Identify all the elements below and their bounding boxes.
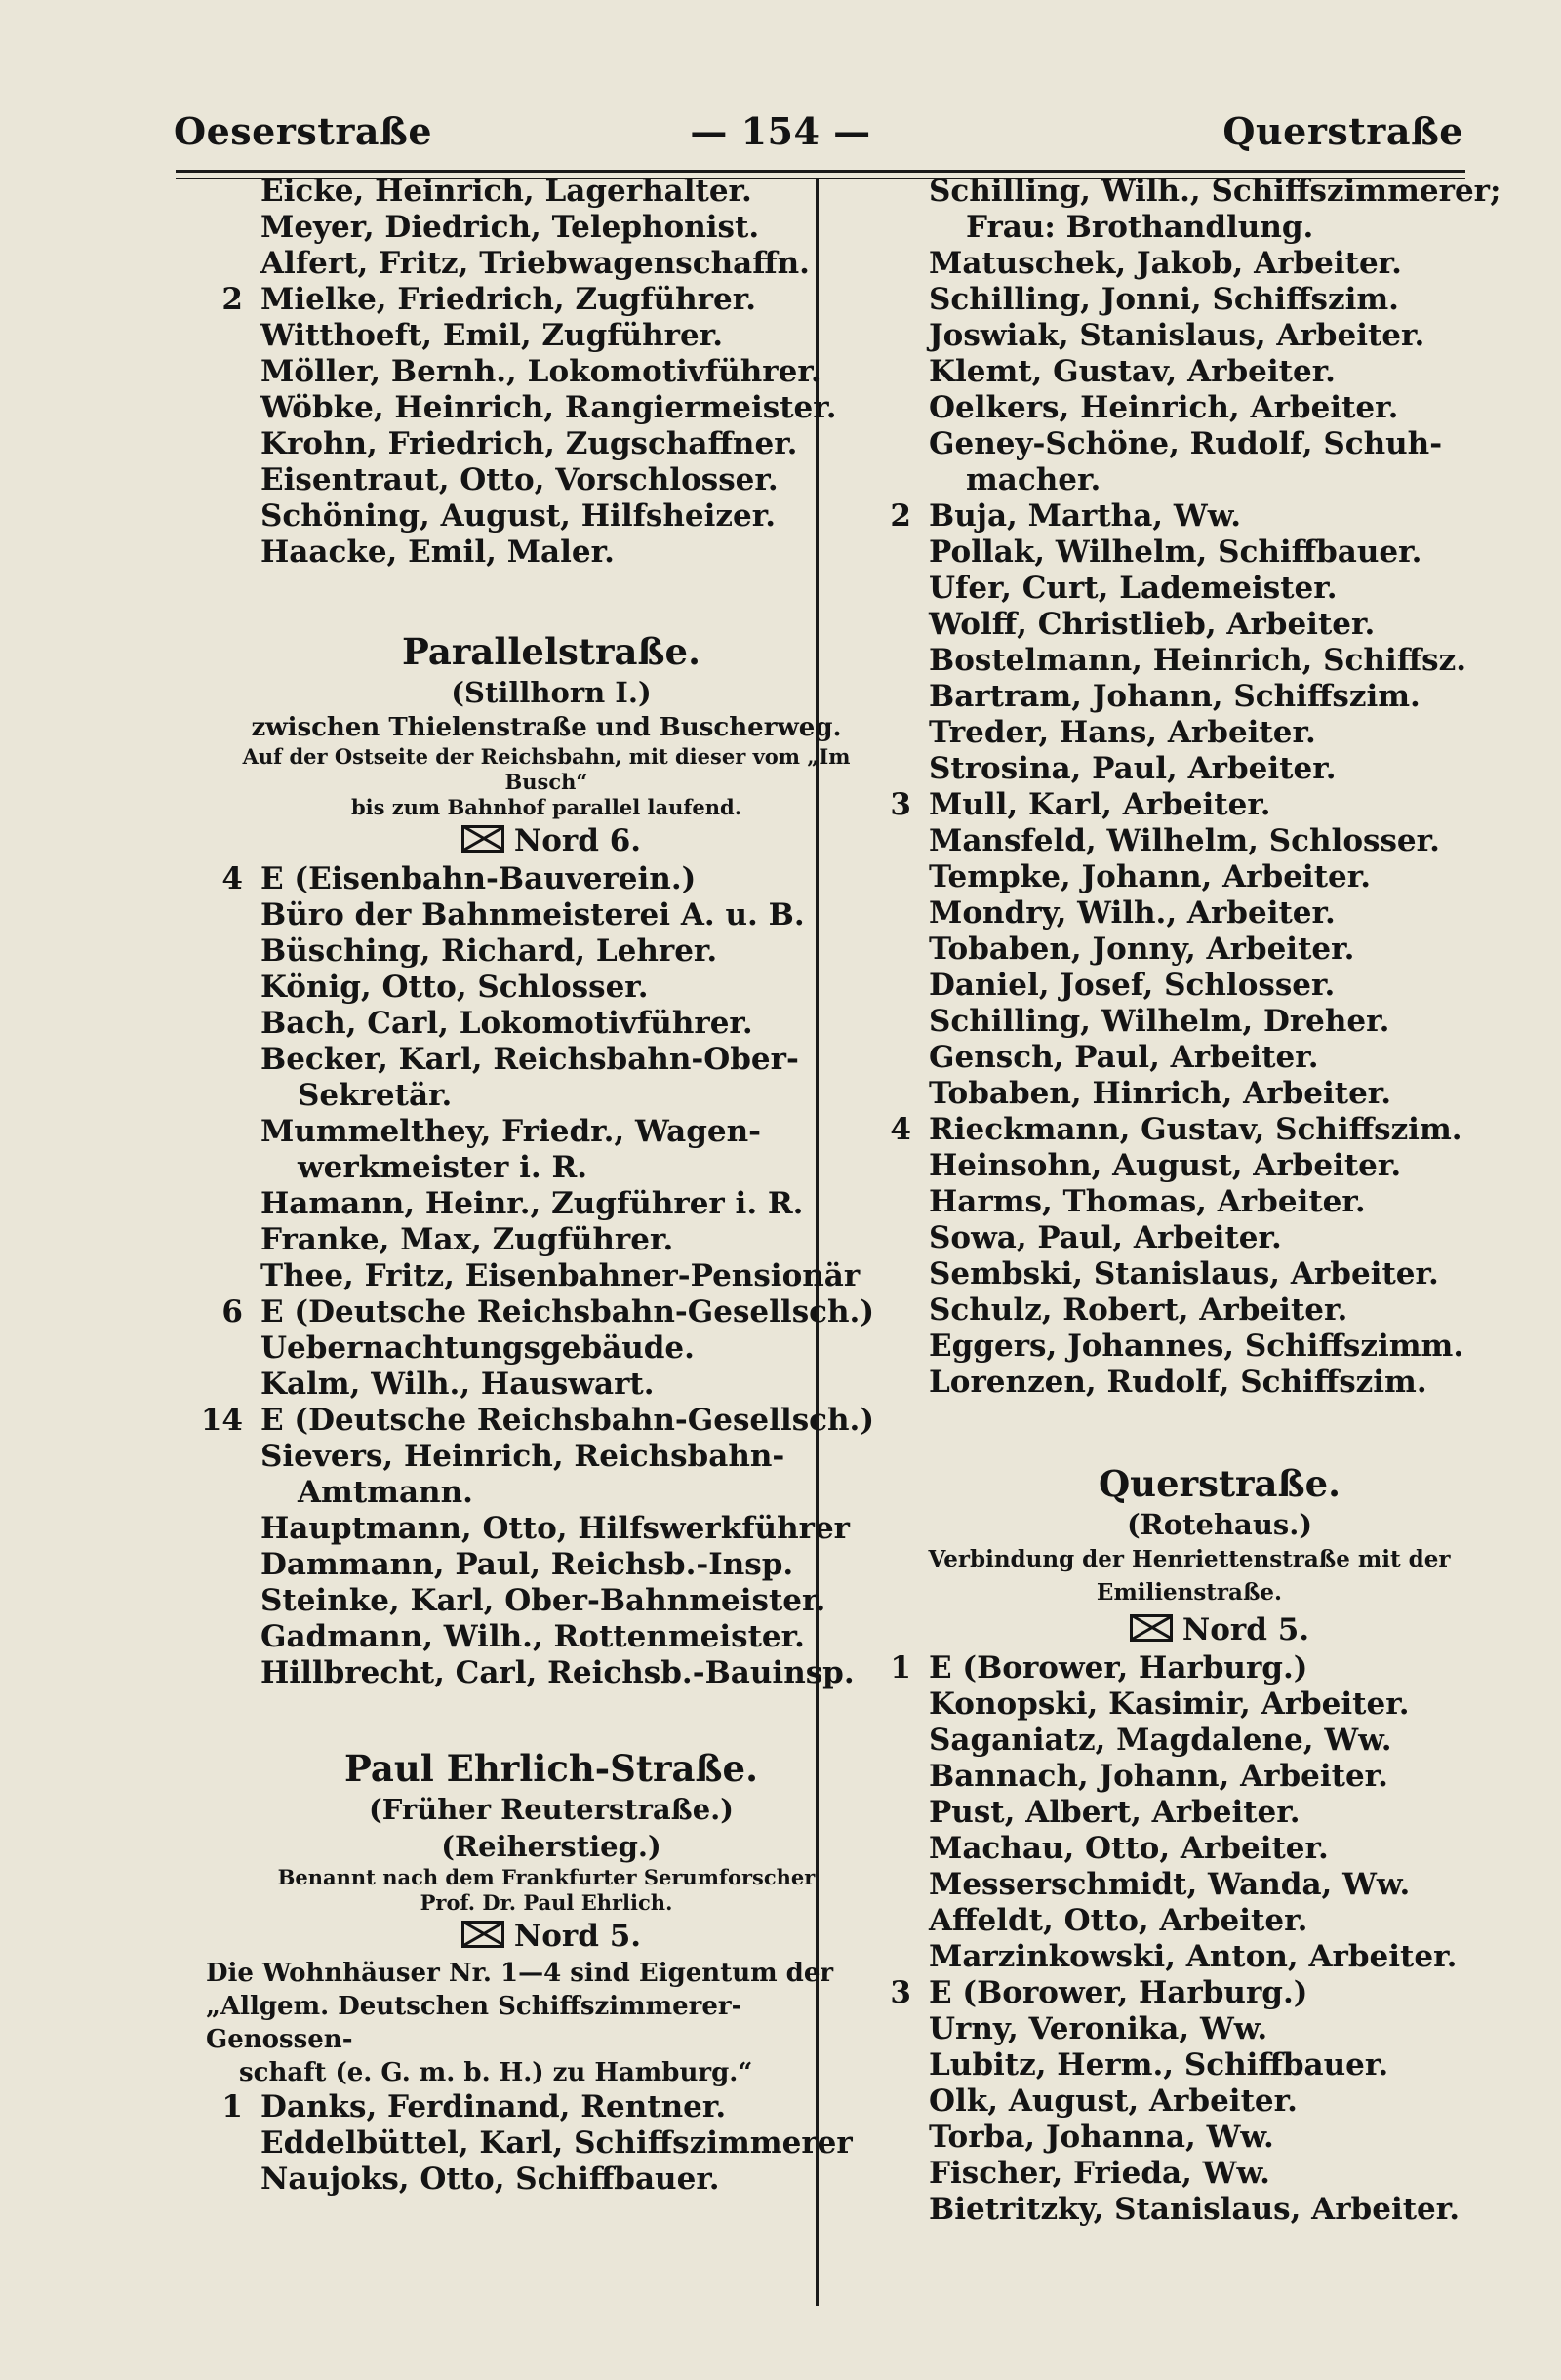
entry-text: Steinke, Karl, Ober-Bahnmeister.: [260, 1583, 826, 1618]
directory-entry: [200, 1619, 863, 1655]
entry-text: Tobaben, Jonny, Arbeiter.: [929, 932, 1355, 967]
house-number: 4: [890, 1112, 911, 1147]
entry-text: Konopski, Kasimir, Arbeiter.: [929, 1686, 1410, 1722]
directory-entry: [868, 282, 1532, 318]
house-number: 2: [890, 498, 911, 534]
entry-text: Bach, Carl, Lokomotivführer.: [260, 1006, 753, 1041]
section-note-line: bis zum Bahnhof parallel laufend.: [350, 795, 742, 819]
entry-text: Kalm, Wilh., Hauswart.: [260, 1367, 655, 1402]
entry-text: Matuschek, Jakob, Arbeiter.: [929, 246, 1402, 281]
entry-text: Wöbke, Heinrich, Rangiermeister.: [260, 390, 837, 425]
directory-entry: [868, 679, 1532, 715]
directory-entry: [200, 1006, 863, 1042]
directory-entry: [868, 1148, 1532, 1184]
entry-text: macher.: [966, 462, 1101, 497]
entry-text: Bannach, Johann, Arbeiter.: [929, 1759, 1388, 1794]
entry-text: Oelkers, Heinrich, Arbeiter.: [929, 390, 1399, 425]
directory-entry: [868, 1112, 1532, 1148]
entry-text: Hamann, Heinr., Zugführer i. R.: [260, 1186, 804, 1221]
right-column: [868, 174, 1532, 2228]
entry-text: Sowa, Paul, Arbeiter.: [929, 1220, 1282, 1255]
directory-entry: [868, 968, 1532, 1004]
directory-entry: [868, 1004, 1532, 1040]
postal-district: [868, 1609, 1532, 1650]
entry-text: E (Borower, Harburg.): [929, 1650, 1308, 1686]
directory-entry: [200, 1150, 863, 1186]
entry-text: Danks, Ferdinand, Rentner.: [260, 2089, 727, 2124]
directory-entry: [868, 210, 1532, 246]
section-note-line: Prof. Dr. Paul Ehrlich.: [420, 1890, 673, 1915]
running-header-right: Querstraße: [1222, 109, 1463, 153]
directory-entry: [868, 1329, 1532, 1365]
entry-text: E (Deutsche Reichsbahn-Gesellsch.): [260, 1403, 875, 1438]
directory-entry: [200, 897, 863, 933]
directory-entry: [200, 1655, 863, 1691]
house-number: 6: [221, 1294, 243, 1329]
postal-district-label: Nord 6.: [513, 823, 642, 858]
directory-entry: [868, 751, 1532, 787]
entry-text: Harms, Thomas, Arbeiter.: [929, 1184, 1366, 1219]
entry-text: Mansfeld, Wilhelm, Schlosser.: [929, 823, 1440, 858]
section-title: Querstraße.: [1098, 1462, 1341, 1505]
directory-entry: [200, 246, 863, 282]
section-note-line: Benannt nach dem Frankfurter Serumforscher: [277, 1865, 816, 1889]
entry-text: Mummelthey, Friedr., Wagen-: [260, 1114, 762, 1149]
directory-entry: [200, 1367, 863, 1403]
entry-text: Sembski, Stanislaus, Arbeiter.: [929, 1256, 1439, 1291]
directory-entry: [868, 2047, 1532, 2083]
entry-text: Urny, Veronika, Ww.: [929, 2011, 1268, 2046]
header-rule: [176, 170, 1465, 173]
directory-entry: [200, 1186, 863, 1222]
entry-text: Sievers, Heinrich, Reichsbahn-: [260, 1439, 785, 1474]
entry-text: Bostelmann, Heinrich, Schiffsz.: [929, 643, 1467, 678]
section-title: Parallelstraße.: [402, 630, 700, 673]
directory-entry: [200, 1294, 875, 1330]
directory-entry: [868, 1867, 1532, 1903]
entry-text: Torba, Johanna, Ww.: [929, 2120, 1274, 2155]
directory-entry: [200, 390, 863, 426]
section-paul-ehrlich-strasse: [200, 1746, 863, 2198]
entry-text: Joswiak, Stanislaus, Arbeiter.: [929, 318, 1425, 353]
section-querstrasse: [868, 1461, 1532, 2228]
directory-entry: [868, 535, 1532, 571]
directory-entry: [200, 1439, 863, 1475]
directory-entry: [200, 174, 863, 210]
directory-entry: [200, 1078, 863, 1114]
oeserstrasse-continued-entries: [868, 174, 1532, 1401]
house-number: 4: [221, 861, 243, 896]
directory-entry: [868, 354, 1532, 390]
entry-text: Saganiatz, Magdalene, Ww.: [929, 1723, 1392, 1758]
entry-text: Mielke, Friedrich, Zugführer.: [260, 282, 757, 317]
entry-text: Naujoks, Otto, Schiffbauer.: [260, 2162, 720, 2197]
entry-text: Lorenzen, Rudolf, Schiffszim.: [929, 1365, 1427, 1400]
directory-entry: [868, 643, 1532, 679]
page-number: — 154 —: [690, 109, 871, 153]
house-number: 1: [890, 1650, 911, 1686]
oeserstrasse-entries: [200, 174, 863, 571]
entry-text: Hauptmann, Otto, Hilfswerkführer: [260, 1511, 851, 1546]
entry-text: Klemt, Gustav, Arbeiter.: [929, 354, 1336, 389]
directory-entry: [868, 1650, 1532, 1686]
directory-entry: [200, 1403, 875, 1439]
directory-entry: [868, 174, 1532, 210]
entry-text: Möller, Bernh., Lokomotivführer.: [260, 354, 821, 389]
directory-entry: [200, 1114, 863, 1150]
entry-text: Bartram, Johann, Schiffszim.: [929, 679, 1421, 714]
entry-text: Alfert, Fritz, Triebwagenschaffn.: [260, 246, 810, 281]
directory-entry: [200, 2162, 863, 2198]
postal-district: [200, 1916, 863, 1957]
entry-text: Machau, Otto, Arbeiter.: [929, 1831, 1329, 1866]
entry-text: Heinsohn, August, Arbeiter.: [929, 1148, 1402, 1183]
directory-entry: [868, 462, 1532, 498]
directory-entry: [868, 1903, 1532, 1939]
querstrasse-entries: [868, 1650, 1532, 2228]
directory-entry: [868, 859, 1532, 895]
entry-text: Meyer, Diedrich, Telephonist.: [260, 210, 760, 245]
entry-text: Buja, Martha, Ww.: [929, 498, 1242, 534]
entry-text: Eisentraut, Otto, Vorschlosser.: [260, 462, 779, 497]
entry-text: Amtmann.: [298, 1475, 473, 1510]
entry-text: Olk, August, Arbeiter.: [929, 2083, 1298, 2119]
directory-entry: [868, 1256, 1532, 1292]
entry-text: Franke, Max, Zugführer.: [260, 1222, 674, 1257]
entry-text: Eggers, Johannes, Schiffszimm.: [929, 1329, 1464, 1364]
directory-entry: [200, 1330, 863, 1367]
directory-entry: [200, 1475, 863, 1511]
directory-entry: [200, 933, 863, 970]
directory-entry: [868, 607, 1532, 643]
directory-entry: [200, 1547, 863, 1583]
parallelstrasse-entries: [200, 861, 875, 1691]
directory-entry: [868, 426, 1532, 462]
entry-text: Gadmann, Wilh., Rottenmeister.: [260, 1619, 805, 1654]
ownership-note-line: „Allgem. Deutschen Schiffszimmerer-Genossen-: [206, 1992, 742, 2054]
letter-envelope-icon: [461, 825, 504, 853]
house-number: 1: [221, 2089, 243, 2124]
directory-entry: [200, 535, 863, 571]
entry-text: Geney-Schöne, Rudolf, Schuh-: [929, 426, 1443, 461]
section-parallelstrasse: [200, 629, 875, 1691]
section-description: zwischen Thielenstraße und Buscherweg.: [251, 713, 842, 742]
ownership-note-line: Die Wohnhäuser Nr. 1—4 sind Eigentum der: [206, 1959, 834, 1988]
entry-text: Strosina, Paul, Arbeiter.: [929, 751, 1337, 786]
entry-text: Ufer, Curt, Lademeister.: [929, 571, 1338, 606]
directory-entry: [868, 1686, 1532, 1723]
entry-text: Frau: Brothandlung.: [966, 210, 1314, 245]
directory-entry: [868, 2120, 1532, 2156]
entry-text: Rieckmann, Gustav, Schiffszim.: [929, 1112, 1462, 1147]
directory-entry: [200, 1258, 863, 1294]
entry-text: Fischer, Frieda, Ww.: [929, 2156, 1270, 2191]
directory-entry: [200, 354, 863, 390]
directory-entry: [200, 2089, 863, 2125]
directory-entry: [868, 932, 1532, 968]
directory-entry: [868, 498, 1532, 535]
entry-text: Marzinkowski, Anton, Arbeiter.: [929, 1939, 1458, 1974]
directory-entry: [868, 787, 1532, 823]
directory-entry: [200, 1583, 863, 1619]
directory-entry: [200, 462, 863, 498]
entry-text: Schöning, August, Hilfsheizer.: [260, 498, 777, 534]
section-subtitle: (Früher Reuterstraße.): [369, 1793, 734, 1826]
letter-envelope-icon: [461, 1921, 504, 1948]
entry-text: Messerschmidt, Wanda, Ww.: [929, 1867, 1411, 1902]
directory-entry: [200, 2125, 863, 2162]
letter-envelope-icon: [1130, 1614, 1173, 1642]
directory-entry: [868, 1365, 1532, 1401]
directory-entry: [200, 210, 863, 246]
running-header-left: Oeserstraße: [174, 109, 433, 153]
directory-entry: [868, 2011, 1532, 2047]
entry-text: Dammann, Paul, Reichsb.-Insp.: [260, 1547, 794, 1582]
directory-entry: [868, 1831, 1532, 1867]
entry-text: E (Borower, Harburg.): [929, 1975, 1308, 2010]
directory-entry: [200, 318, 863, 354]
postal-district-label: Nord 5.: [1181, 1612, 1310, 1647]
section-subtitle: (Stillhorn I.): [451, 676, 652, 709]
entry-text: Gensch, Paul, Arbeiter.: [929, 1040, 1319, 1075]
postal-district: [200, 820, 863, 861]
section-title: Paul Ehrlich-Straße.: [344, 1747, 758, 1790]
entry-text: Schilling, Jonni, Schiffszim.: [929, 282, 1399, 317]
entry-text: Büro der Bahnmeisterei A. u. B.: [260, 897, 805, 932]
entry-text: werkmeister i. R.: [298, 1150, 588, 1185]
directory-entry: [868, 823, 1532, 859]
directory-entry: [868, 1723, 1532, 1759]
postal-district-label: Nord 5.: [513, 1919, 642, 1954]
entry-text: Schilling, Wilhelm, Dreher.: [929, 1004, 1390, 1039]
entry-text: Haacke, Emil, Maler.: [260, 535, 615, 570]
entry-text: Schilling, Wilh., Schiffszimmerer;: [929, 174, 1501, 209]
house-number: 14: [200, 1403, 243, 1438]
directory-entry: [868, 1759, 1532, 1795]
directory-entry: [868, 1975, 1532, 2011]
house-number: 2: [221, 282, 243, 317]
entry-text: Tobaben, Hinrich, Arbeiter.: [929, 1076, 1392, 1111]
directory-entry: [868, 1184, 1532, 1220]
paul-ehrlich-entries: [200, 2089, 863, 2198]
directory-entry: [200, 498, 863, 535]
house-number: 3: [890, 1975, 911, 2010]
directory-entry: [868, 1795, 1532, 1831]
directory-entry: [200, 1511, 863, 1547]
directory-entry: [868, 2083, 1532, 2120]
directory-entry: [868, 1939, 1532, 1975]
directory-entry: [200, 282, 863, 318]
entry-text: Lubitz, Herm., Schiffbauer.: [929, 2047, 1389, 2082]
entry-text: Bietritzky, Stanislaus, Arbeiter.: [929, 2192, 1461, 2227]
section-description: Verbindung der Henriettenstraße mit der Emilienstraße.: [928, 1546, 1451, 1606]
section-subtitle: (Rotehaus.): [1126, 1508, 1313, 1541]
entry-text: Pust, Albert, Arbeiter.: [929, 1795, 1301, 1830]
directory-entry: [868, 1220, 1532, 1256]
left-column: [200, 174, 875, 2198]
directory-entry: [868, 390, 1532, 426]
section-note-line: Auf der Ostseite der Reichsbahn, mit dieser vom „Im Busch“: [242, 744, 851, 794]
entry-text: König, Otto, Schlosser.: [260, 970, 649, 1005]
entry-text: Mull, Karl, Arbeiter.: [929, 787, 1271, 822]
entry-text: Becker, Karl, Reichsbahn-Ober-: [260, 1042, 799, 1077]
directory-entry: [200, 861, 863, 897]
entry-text: Schulz, Robert, Arbeiter.: [929, 1292, 1348, 1328]
directory-entry: [868, 571, 1532, 607]
entry-text: Mondry, Wilh., Arbeiter.: [929, 895, 1336, 931]
directory-entry: [868, 715, 1532, 751]
section-subtitle: (Reiherstieg.): [441, 1830, 661, 1863]
entry-text: E (Deutsche Reichsbahn-Gesellsch.): [260, 1294, 875, 1329]
entry-text: Pollak, Wilhelm, Schiffbauer.: [929, 535, 1422, 570]
directory-entry: [868, 2192, 1532, 2228]
entry-text: Witthoeft, Emil, Zugführer.: [260, 318, 724, 353]
entry-text: Krohn, Friedrich, Zugschaffner.: [260, 426, 798, 461]
entry-text: Daniel, Josef, Schlosser.: [929, 968, 1336, 1003]
directory-entry: [200, 426, 863, 462]
directory-entry: [868, 895, 1532, 932]
house-number: 3: [890, 787, 911, 822]
directory-entry: [868, 318, 1532, 354]
entry-text: Thee, Fritz, Eisenbahner-Pensionär: [260, 1258, 861, 1293]
entry-text: Eicke, Heinrich, Lagerhalter.: [260, 174, 752, 209]
directory-entry: [200, 1042, 863, 1078]
entry-text: Sekretär.: [298, 1078, 453, 1113]
directory-entry: [868, 1292, 1532, 1329]
directory-entry: [868, 1076, 1532, 1112]
entry-text: Treder, Hans, Arbeiter.: [929, 715, 1316, 750]
directory-entry: [868, 2156, 1532, 2192]
ownership-note-line: schaft (e. G. m. b. H.) zu Hamburg.“: [239, 2058, 753, 2087]
entry-text: Uebernachtungsgebäude.: [260, 1330, 695, 1366]
entry-text: Tempke, Johann, Arbeiter.: [929, 859, 1372, 894]
entry-text: E (Eisenbahn-Bauverein.): [260, 861, 697, 896]
directory-entry: [868, 246, 1532, 282]
directory-entry: [868, 1040, 1532, 1076]
entry-text: Hillbrecht, Carl, Reichsb.-Bauinsp.: [260, 1655, 855, 1690]
entry-text: Affeldt, Otto, Arbeiter.: [929, 1903, 1308, 1938]
entry-text: Wolff, Christlieb, Arbeiter.: [929, 607, 1376, 642]
directory-entry: [200, 1222, 863, 1258]
directory-entry: [200, 970, 863, 1006]
entry-text: Büsching, Richard, Lehrer.: [260, 933, 718, 969]
entry-text: Eddelbüttel, Karl, Schiffszimmerer: [260, 2125, 853, 2161]
